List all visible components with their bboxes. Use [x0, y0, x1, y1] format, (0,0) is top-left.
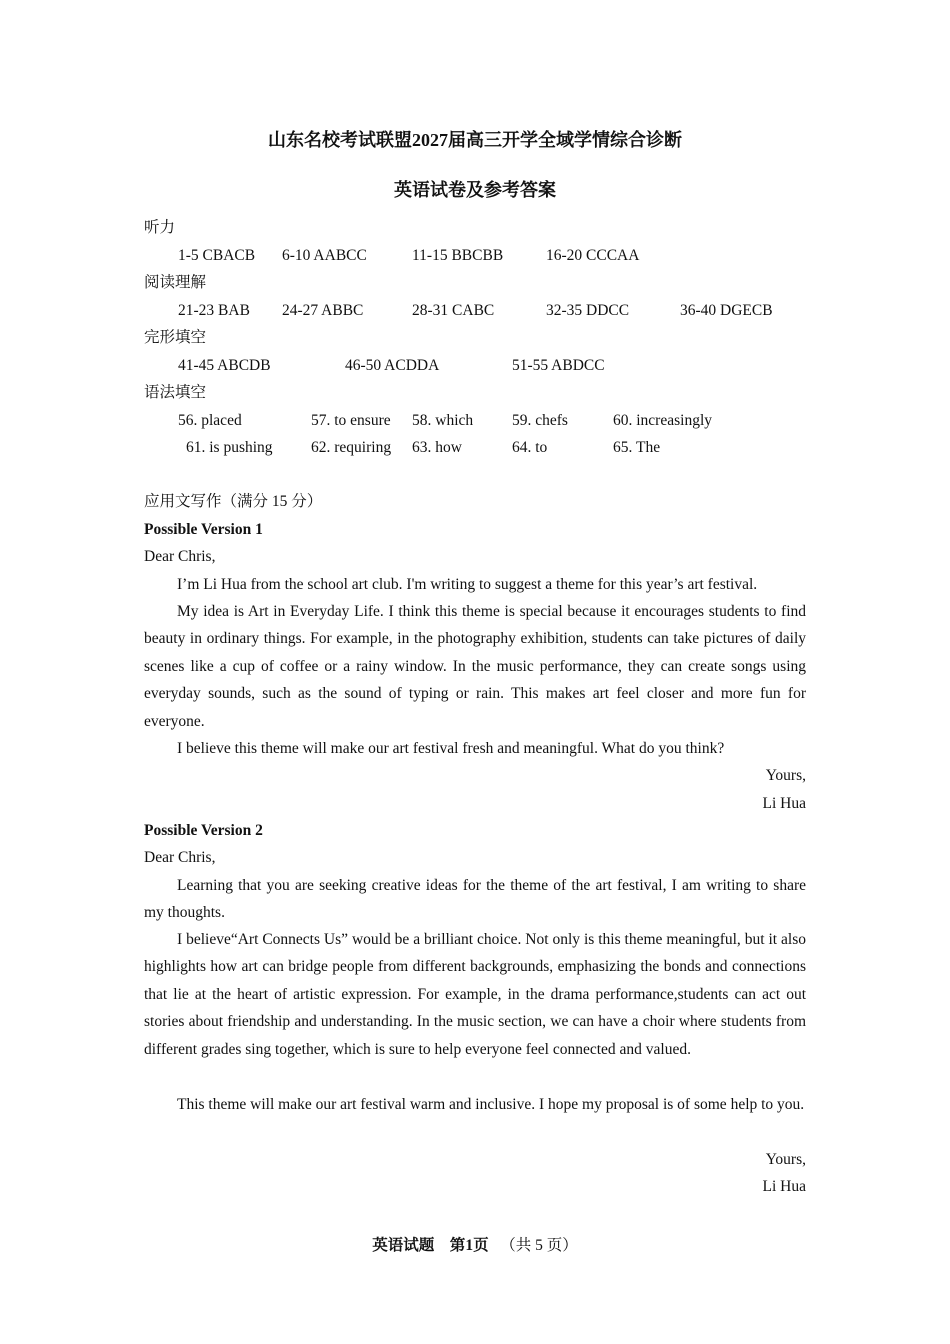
answer-group: 51-55 ABDCC: [512, 357, 605, 374]
letter-paragraph: This theme will make our art festival warm and inclusive. I hope my proposal is of some help to you.: [177, 1096, 805, 1113]
footer-page-suffix: 页: [473, 1237, 489, 1254]
version-heading: Possible Version 1: [144, 521, 263, 538]
footer-page-number: 1: [465, 1237, 474, 1254]
grammar-answer: 57. to ensure: [311, 412, 391, 429]
grammar-answer: 61. is pushing: [186, 439, 273, 456]
letter-closing: Yours,: [765, 1151, 806, 1168]
answer-group: 32-35 DDCC: [546, 302, 630, 319]
answer-group: 11-15 BBCBB: [412, 247, 504, 264]
page-title: 山东名校考试联盟2027届高三开学全域学情综合诊断: [268, 130, 682, 150]
letter-signature: Li Hua: [762, 795, 806, 812]
letter-signature: Li Hua: [762, 1178, 806, 1195]
section-label-grammar: 语法填空: [144, 384, 207, 401]
section-label-reading: 阅读理解: [144, 274, 207, 291]
page-subtitle: 英语试卷及参考答案: [394, 180, 556, 200]
letter-paragraph: I’m Li Hua from the school art club. I'm writing to suggest a theme for this year’s art festival.: [177, 576, 758, 593]
letter-paragraph: My idea is Art in Everyday Life. I think this theme is special because it encourages students to find beauty in ordinary things. For example, in the photography exhibition, students can take pictures of daily scenes like a cup of coffee or a rainy window. In the music performance, they can create songs using everyday sounds, such as the sound of typing or rain. This makes art feel closer and more fun for everyone.: [144, 603, 806, 730]
footer-page-prefix: 第: [449, 1237, 466, 1254]
answer-group: 24-27 ABBC: [282, 302, 364, 319]
answer-group: 21-23 BAB: [178, 302, 250, 319]
grammar-answer: 64. to: [512, 439, 548, 456]
answer-group: 6-10 AABCC: [282, 247, 367, 264]
letter-greeting: Dear Chris,: [144, 849, 216, 866]
grammar-answer: 65. The: [613, 439, 661, 456]
answer-group: 41-45 ABCDB: [178, 357, 271, 374]
grammar-answer: 56. placed: [178, 412, 242, 429]
letter-paragraph: Learning that you are seeking creative ideas for the theme of the art festival, I am writing to share my thoughts.: [144, 877, 806, 922]
footer-subject: 英语试题: [372, 1237, 435, 1254]
grammar-answer: 62. requiring: [311, 439, 392, 456]
section-label-writing: 应用文写作（满分 15 分）: [144, 493, 323, 510]
answer-group: 46-50 ACDDA: [345, 357, 440, 374]
answer-group: 28-31 CABC: [412, 302, 495, 319]
version-heading: Possible Version 2: [144, 822, 263, 839]
answer-group: 1-5 CBACB: [178, 247, 256, 264]
grammar-answer: 60. increasingly: [613, 412, 713, 429]
grammar-answer: 59. chefs: [512, 412, 568, 429]
grammar-answer: 63. how: [412, 439, 462, 456]
letter-closing: Yours,: [765, 767, 806, 784]
answer-group: 16-20 CCCAA: [546, 247, 640, 264]
letter-paragraph: I believe“Art Connects Us” would be a brilliant choice. Not only is this theme meaningful, but it also highlights how art can bridge people from different backgrounds, emphasizing the bonds and connections that lie at the heart of artistic expression. For example, in the drama performance,students can act out stories about friendship and understanding. In the music section, we can have a choir where students from different grades sing together, which is sure to help everyone feel connected and valued.: [144, 931, 806, 1058]
page-footer: [0, 1235, 950, 1257]
letter-greeting: Dear Chris,: [144, 548, 216, 565]
section-label-cloze: 完形填空: [144, 329, 207, 346]
footer-total-pages: （共 5 页）: [500, 1237, 578, 1254]
letter-paragraph: I believe this theme will make our art festival fresh and meaningful. What do you think?: [177, 740, 725, 757]
answer-group: 36-40 DGECB: [680, 302, 773, 319]
grammar-answer: 58. which: [412, 412, 474, 429]
section-label-listening: 听力: [144, 219, 176, 236]
